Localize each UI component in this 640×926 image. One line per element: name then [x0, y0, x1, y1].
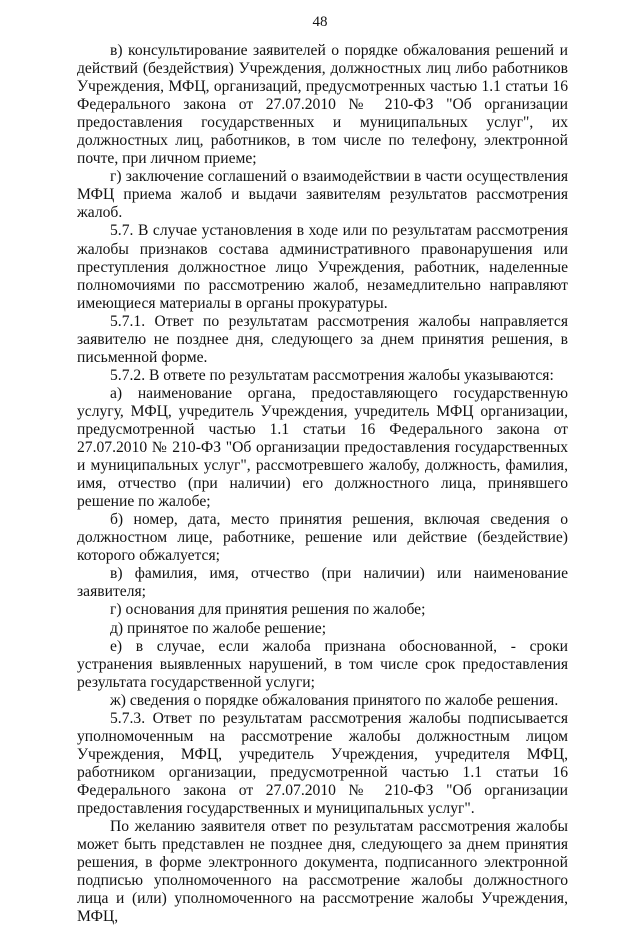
paragraph: в) консультирование заявителей о порядке обжалования решений и действий (бездействия) Учреждения, должностных лиц либо работников Учреждения, МФЦ, организаций, предусмотренных частью 1.1 статьи 16 Федерального закона от 27.07.2010 № 210-ФЗ "Об организации предоставления государственных и муниципальных услуг", их должностных лиц, работников, в том числе по телефону, электронной почте, при личном приеме; — [77, 42, 568, 168]
document-body — [77, 42, 568, 926]
paragraph: 5.7.2. В ответе по результатам рассмотрения жалобы указываются: — [110, 366, 554, 384]
paragraph: 5.7. В случае установления в ходе или по результатам рассмотрения жалобы признаков состава административного правонарушения или преступления должностное лицо Учреждения, работник, наделенные полномочиями по рассмотрению жалоб, незамедлительно направляют имеющиеся материалы в органы прокуратуры. — [77, 222, 568, 312]
paragraph: 5.7.1. Ответ по результатам рассмотрения жалобы направляется заявителю не позднее дня, следующего за днем принятия решения, в письменной форме. — [77, 312, 568, 366]
paragraph: е) в случае, если жалоба признана обоснованной, - сроки устранения выявленных нарушений, в том числе срок предоставления результата государственной услуги; — [77, 637, 568, 691]
paragraph: 5.7.3. Ответ по результатам рассмотрения жалобы подписывается уполномоченным на рассмотрение жалобы должностным лицом Учреждения, МФЦ, учредитель Учреждения, учредителя МФЦ, работником организации, предусмотренной частью 1.1 статьи 16 Федерального закона от 27.07.2010 № 210-ФЗ "Об организации предоставления государственных и муниципальных услуг". — [77, 709, 568, 817]
paragraph: а) наименование органа, предоставляющего государственную услугу, МФЦ, учредитель Учреждения, учредитель МФЦ организации, предусмотренной частью 1.1 статьи 16 Федерального закона от 27.07.2010 № 210-ФЗ "Об организации предоставления государственных и муниципальных услуг", рассмотревшего жалобу, должность, фамилия, имя, отчество (при наличии) его должностного лица, принявшего решение по жалобе; — [77, 384, 568, 511]
paragraph: г) заключение соглашений о взаимодействии в части осуществления МФЦ приема жалоб и выдачи заявителям результатов рассмотрения жалоб. — [77, 168, 568, 222]
page-number: 48 — [312, 14, 328, 30]
paragraph: ж) сведения о порядке обжалования принятого по жалобе решения. — [110, 691, 559, 709]
paragraph: д) принятое по жалобе решение; — [110, 619, 327, 637]
paragraph: г) основания для принятия решения по жалобе; — [110, 601, 426, 619]
paragraph: в) фамилия, имя, отчество (при наличии) или наименование заявителя; — [77, 565, 568, 601]
paragraph: б) номер, дата, место принятия решения, включая сведения о должностном лице, работнике, решение или действие (бездействие) которого обжалуется; — [77, 511, 568, 565]
paragraph: По желанию заявителя ответ по результатам рассмотрения жалобы может быть представлен не позднее дня, следующего за днем принятия решения, в форме электронного документа, подписанного электронной подписью уполномоченного на рассмотрение жалобы должностного лица и (или) уполномоченного на рассмотрение жалобы Учреждения, МФЦ, — [77, 818, 568, 926]
